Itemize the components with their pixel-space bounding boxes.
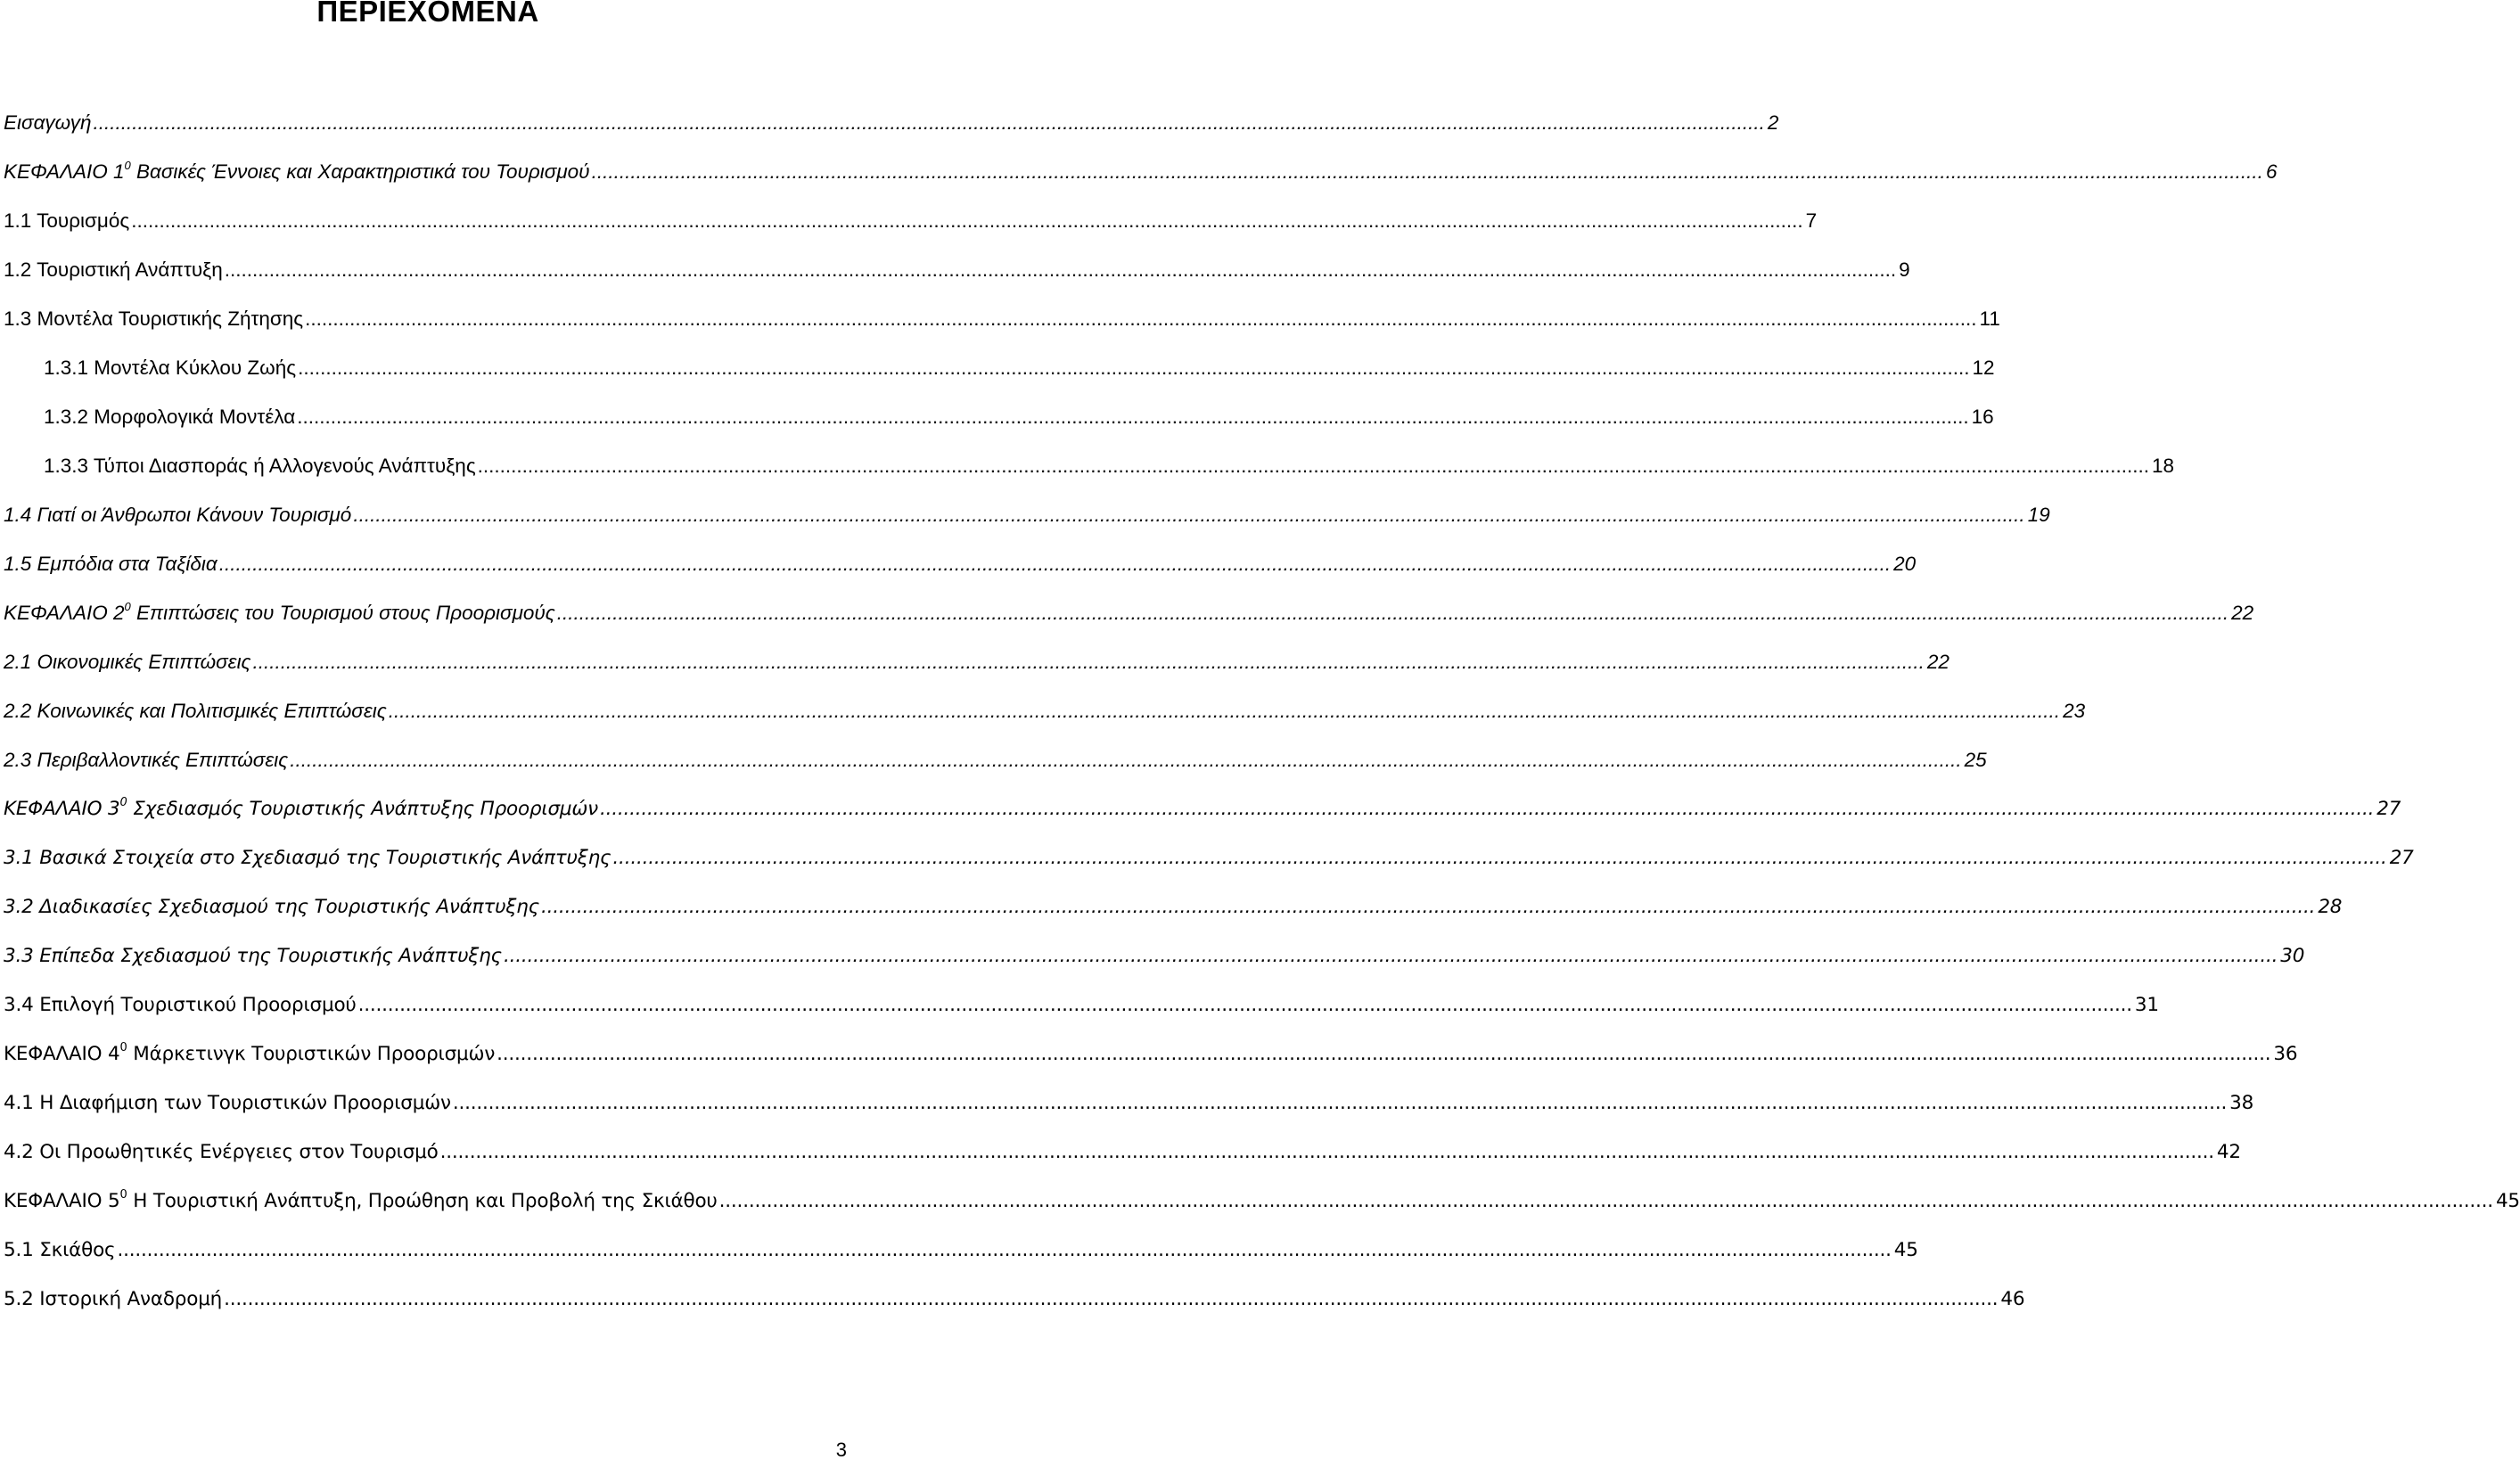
toc-leader-dots: ............................................................................................................................................................................................................................................................................................................ (218, 553, 1892, 575)
toc-entry[interactable] (4, 205, 1818, 237)
toc-entry-title: 1.3 Μοντέλα Τουριστικής Ζήτησης (4, 308, 304, 330)
toc-leader-dots: ............................................................................................................................................................................................................................................................................................................ (497, 1043, 2271, 1065)
toc-entry-title: 1.2 Τουριστική Ανάπτυξη (4, 258, 223, 281)
toc-leader-dots: ............................................................................................................................................................................................................................................................................................................ (452, 1092, 2228, 1114)
toc-entry-title: 3.1 Βασικά Στοιχεία στο Σχεδιασμό της Τουριστικής Ανάπτυξης (4, 847, 612, 869)
toc-leader-dots: ............................................................................................................................................................................................................................................................................................................ (388, 700, 2061, 722)
toc-entry-title: 2.1 Οικονομικές Επιπτώσεις (4, 651, 251, 673)
toc-entry-page: 7 (1805, 209, 1818, 232)
toc-entry-page: 30 (2280, 945, 2305, 967)
toc-entry-page: 22 (1926, 651, 1950, 673)
toc-entry-title: ΚΕΦΑΛΑΙΟ $3^0$ Σχεδιασμός Τουριστικής Ανάπτυξης Προορισμών (4, 795, 598, 820)
toc-entry[interactable] (4, 1038, 2298, 1070)
toc-entry-title: 2.3 Περιβαλλοντικές Επιπτώσεις (4, 749, 289, 771)
toc-entry-title: ΚΕΦΑΛΑΙΟ $4^0$ Μάρκετινγκ Τουριστικών Προορισμών (4, 1040, 496, 1065)
toc-entry[interactable] (4, 499, 2050, 531)
toc-leader-dots: ............................................................................................................................................................................................................................................................................................................ (131, 209, 1803, 232)
toc-entry[interactable] (4, 254, 1910, 286)
toc-entry[interactable] (4, 1136, 2241, 1169)
toc-entry[interactable] (4, 1087, 2254, 1119)
toc-entry-title: 2.2 Κοινωνικές και Πολιτισμικές Επιπτώσεις (4, 700, 387, 722)
toc-entry-page: 31 (2134, 994, 2159, 1016)
toc-leader-dots: ............................................................................................................................................................................................................................................................................................................ (718, 1190, 2493, 1212)
toc-entry-page: 46 (2000, 1288, 2025, 1310)
toc-entry-title: ΚΕΦΑΛΑΙΟ $2^0$ Επιπτώσεις του Τουρισμού στους Προορισμούς (4, 599, 555, 624)
toc-entry[interactable] (4, 303, 2000, 335)
toc-entry-page: 45 (2495, 1190, 2520, 1212)
toc-leader-dots: ............................................................................................................................................................................................................................................................................................................ (298, 357, 1970, 379)
toc-entry[interactable] (4, 548, 1917, 580)
toc-entry-page: 16 (1971, 406, 1994, 428)
toc-entry-page: 22 (2231, 602, 2254, 624)
toc-entry-page: 9 (1899, 258, 1910, 281)
toc-entry-title: 1.1 Τουρισμός (4, 209, 130, 232)
toc-entry[interactable] (4, 1234, 1918, 1267)
toc-entry-page: 12 (1972, 357, 1995, 379)
toc-entry-page: 6 (2265, 160, 2278, 183)
toc-entry-page: 11 (1979, 308, 2000, 330)
toc-entry-page: 20 (1893, 553, 1917, 575)
page-title: ΠΕΡΙΕΧΟΜΕΝΑ (316, 0, 539, 28)
toc-leader-dots: ............................................................................................................................................................................................................................................................................................................ (93, 111, 1765, 134)
toc-entry-page: 27 (2376, 798, 2401, 820)
toc-entry-page: 45 (1893, 1239, 1918, 1261)
toc-entry-page: 25 (1964, 749, 1987, 771)
toc-entry[interactable] (4, 1185, 2520, 1218)
toc-leader-dots: ............................................................................................................................................................................................................................................................................................................ (117, 1239, 1892, 1261)
toc-leader-dots: ............................................................................................................................................................................................................................................................................................................ (439, 1141, 2214, 1163)
toc-leader-dots: ............................................................................................................................................................................................................................................................................................................ (599, 798, 2375, 820)
toc-entry-page: 18 (2152, 455, 2175, 477)
toc-entry[interactable] (4, 695, 2086, 727)
toc-entry-title: ΚΕΦΑΛΑΙΟ $5^0$ Η Τουριστική Ανάπτυξη, Προώθηση και Προβολή της Σκιάθου (4, 1187, 718, 1212)
toc-leader-dots: ............................................................................................................................................................................................................................................................................................................ (477, 455, 2150, 477)
toc-leader-dots: ............................................................................................................................................................................................................................................................................................................ (297, 406, 1969, 428)
toc-entry-page: 42 (2216, 1141, 2241, 1163)
toc-entry-title: 3.2 Διαδικασίες Σχεδιασμού της Τουριστικής Ανάπτυξης (4, 896, 540, 918)
toc-entry[interactable] (4, 646, 1950, 678)
toc-entry[interactable] (4, 989, 2159, 1021)
toc-entry-title: 1.3.3 Τύποι Διασποράς ή Αλλογενούς Ανάπτυξης (44, 455, 476, 477)
toc-entry-title: 5.2 Ιστορική Αναδρομή (4, 1288, 223, 1310)
toc-leader-dots: ............................................................................................................................................................................................................................................................................................................ (224, 258, 1897, 281)
toc-leader-dots: ............................................................................................................................................................................................................................................................................................................ (353, 504, 2025, 526)
toc-entry[interactable] (44, 352, 1995, 384)
toc-leader-dots: ............................................................................................................................................................................................................................................................................................................ (252, 651, 1925, 673)
toc-entry-page: 27 (2389, 847, 2414, 869)
toc-leader-dots: ............................................................................................................................................................................................................................................................................................................ (556, 602, 2229, 624)
toc-entry[interactable] (4, 891, 2343, 923)
toc-entry-title: 4.1 Η Διαφήμιση των Τουριστικών Προορισμών (4, 1092, 451, 1114)
toc-entry-title: Εισαγωγή (4, 111, 92, 134)
toc-entry-title: 1.4 Γιατί οι Άνθρωποι Κάνουν Τουρισμό (4, 504, 352, 526)
toc-entry[interactable] (4, 107, 1779, 139)
toc-leader-dots: ............................................................................................................................................................................................................................................................................................................ (224, 1288, 1999, 1310)
page-number: 3 (835, 1439, 847, 1461)
toc-entry[interactable] (4, 156, 2278, 188)
toc-entry-title: 1.3.2 Μορφολογικά Μοντέλα (44, 406, 296, 428)
toc-entry[interactable] (4, 597, 2254, 629)
toc-entry-page: 36 (2273, 1043, 2298, 1065)
toc-leader-dots: ............................................................................................................................................................................................................................................................................................................ (503, 945, 2278, 967)
toc-entry-title: 3.4 Επιλογή Τουριστικού Προορισμού (4, 994, 357, 1016)
toc-entry-title: 3.3 Επίπεδα Σχεδιασμού της Τουριστικής Ανάπτυξης (4, 945, 502, 967)
toc-leader-dots: ............................................................................................................................................................................................................................................................................................................ (290, 749, 1962, 771)
toc-leader-dots: ............................................................................................................................................................................................................................................................................................................ (612, 847, 2387, 869)
toc-entry[interactable] (4, 793, 2401, 825)
toc-entry[interactable] (4, 1283, 2025, 1316)
toc-leader-dots: ............................................................................................................................................................................................................................................................................................................ (305, 308, 1977, 330)
toc-entry-page: 19 (2027, 504, 2050, 526)
toc-entry-title: 5.1 Σκιάθος (4, 1239, 116, 1261)
toc-leader-dots: ............................................................................................................................................................................................................................................................................................................ (357, 994, 2132, 1016)
toc-entry-title: 1.5 Εμπόδια στα Ταξίδια (4, 553, 218, 575)
toc-leader-dots: ............................................................................................................................................................................................................................................................................................................ (541, 896, 2316, 918)
toc-entry-title: 1.3.1 Μοντέλα Κύκλου Ζωής (44, 357, 297, 379)
toc-leader-dots: ............................................................................................................................................................................................................................................................................................................ (591, 160, 2263, 183)
toc-entry-page: 28 (2318, 896, 2343, 918)
toc-entry[interactable] (44, 450, 2175, 482)
toc-entry[interactable] (4, 842, 2414, 874)
toc-entry-page: 38 (2229, 1092, 2254, 1114)
toc-entry[interactable] (4, 940, 2305, 972)
toc-entry-title: ΚΕΦΑΛΑΙΟ $1^0$ Βασικές Έννοιες και Χαρακτηριστικά του Τουρισμού (4, 158, 590, 183)
toc-entry-title: 4.2 Οι Προωθητικές Ενέργειες στον Τουρισμό (4, 1141, 439, 1163)
toc-entry-page: 23 (2063, 700, 2086, 722)
toc-entry[interactable] (44, 401, 1994, 433)
toc-entry[interactable] (4, 744, 1987, 776)
toc-entry-page: 2 (1767, 111, 1779, 134)
